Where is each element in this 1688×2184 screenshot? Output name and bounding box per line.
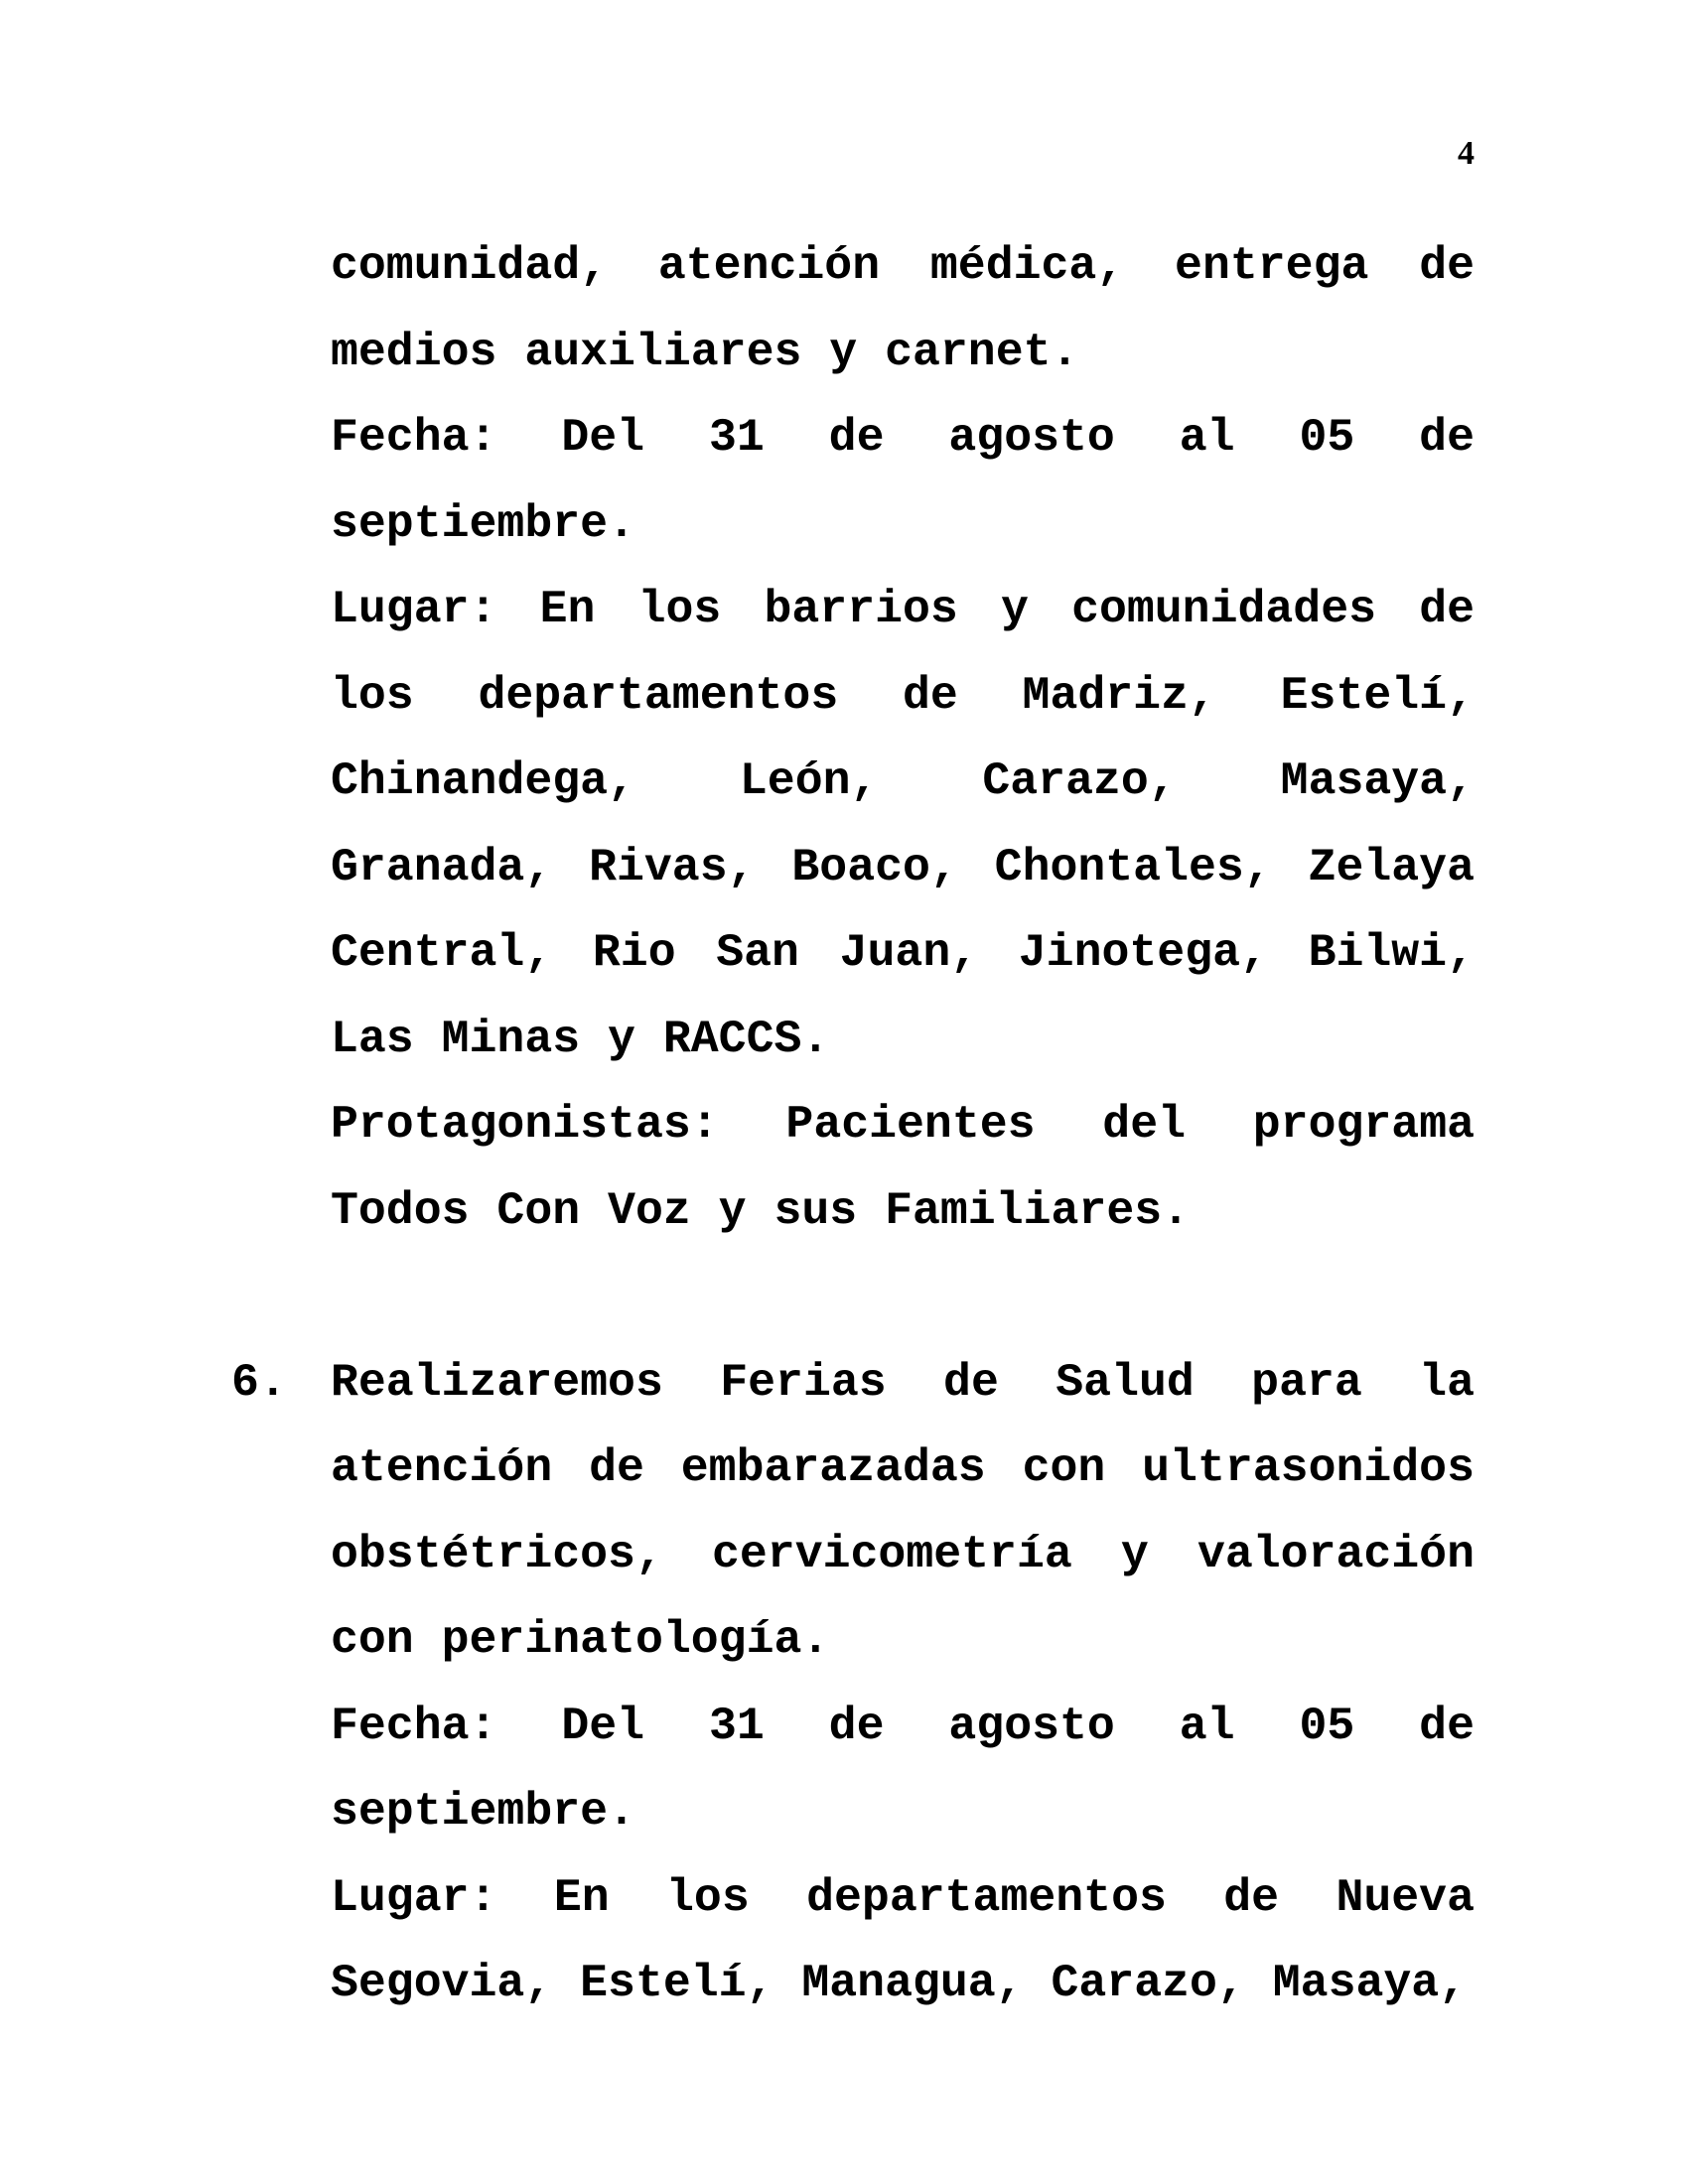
- page-number: 4: [1458, 135, 1475, 172]
- document-body: [231, 223, 1475, 2027]
- list-item-number: 6.: [231, 1355, 287, 1409]
- fecha-line-item6: Fecha: Del 31 de agosto al 05 de septiembre.: [331, 1699, 1475, 1838]
- list-item-6: [231, 1340, 1475, 1684]
- paragraph-gap: [331, 1254, 1475, 1340]
- protagonistas-paragraph: Protagonistas: Pacientes del programa Todos Con Voz y sus Familiares.: [331, 1098, 1475, 1237]
- continued-paragraph: comunidad, atención médica, entrega de medios auxiliares y carnet.: [331, 239, 1475, 378]
- fecha-line: Fecha: Del 31 de agosto al 05 de septiembre.: [331, 411, 1475, 550]
- lugar-paragraph: Lugar: En los barrios y comunidades de los departamentos de Madriz, Estelí, Chinandega, León, Carazo, Masaya, Granada, Rivas, Boaco, Chontales, Zelaya Central, Rio San Juan, Jinotega, Bilwi, Las Minas y RACCS.: [331, 583, 1475, 1065]
- lugar-paragraph-item6: Lugar: En los departamentos de Nueva Segovia, Estelí, Managua, Carazo, Masaya,: [331, 1870, 1475, 2009]
- list-item-text: Realizaremos Ferias de Salud para la atención de embarazadas con ultrasonidos obstétricos, cervicometría y valoración con perinatología.: [331, 1355, 1475, 1666]
